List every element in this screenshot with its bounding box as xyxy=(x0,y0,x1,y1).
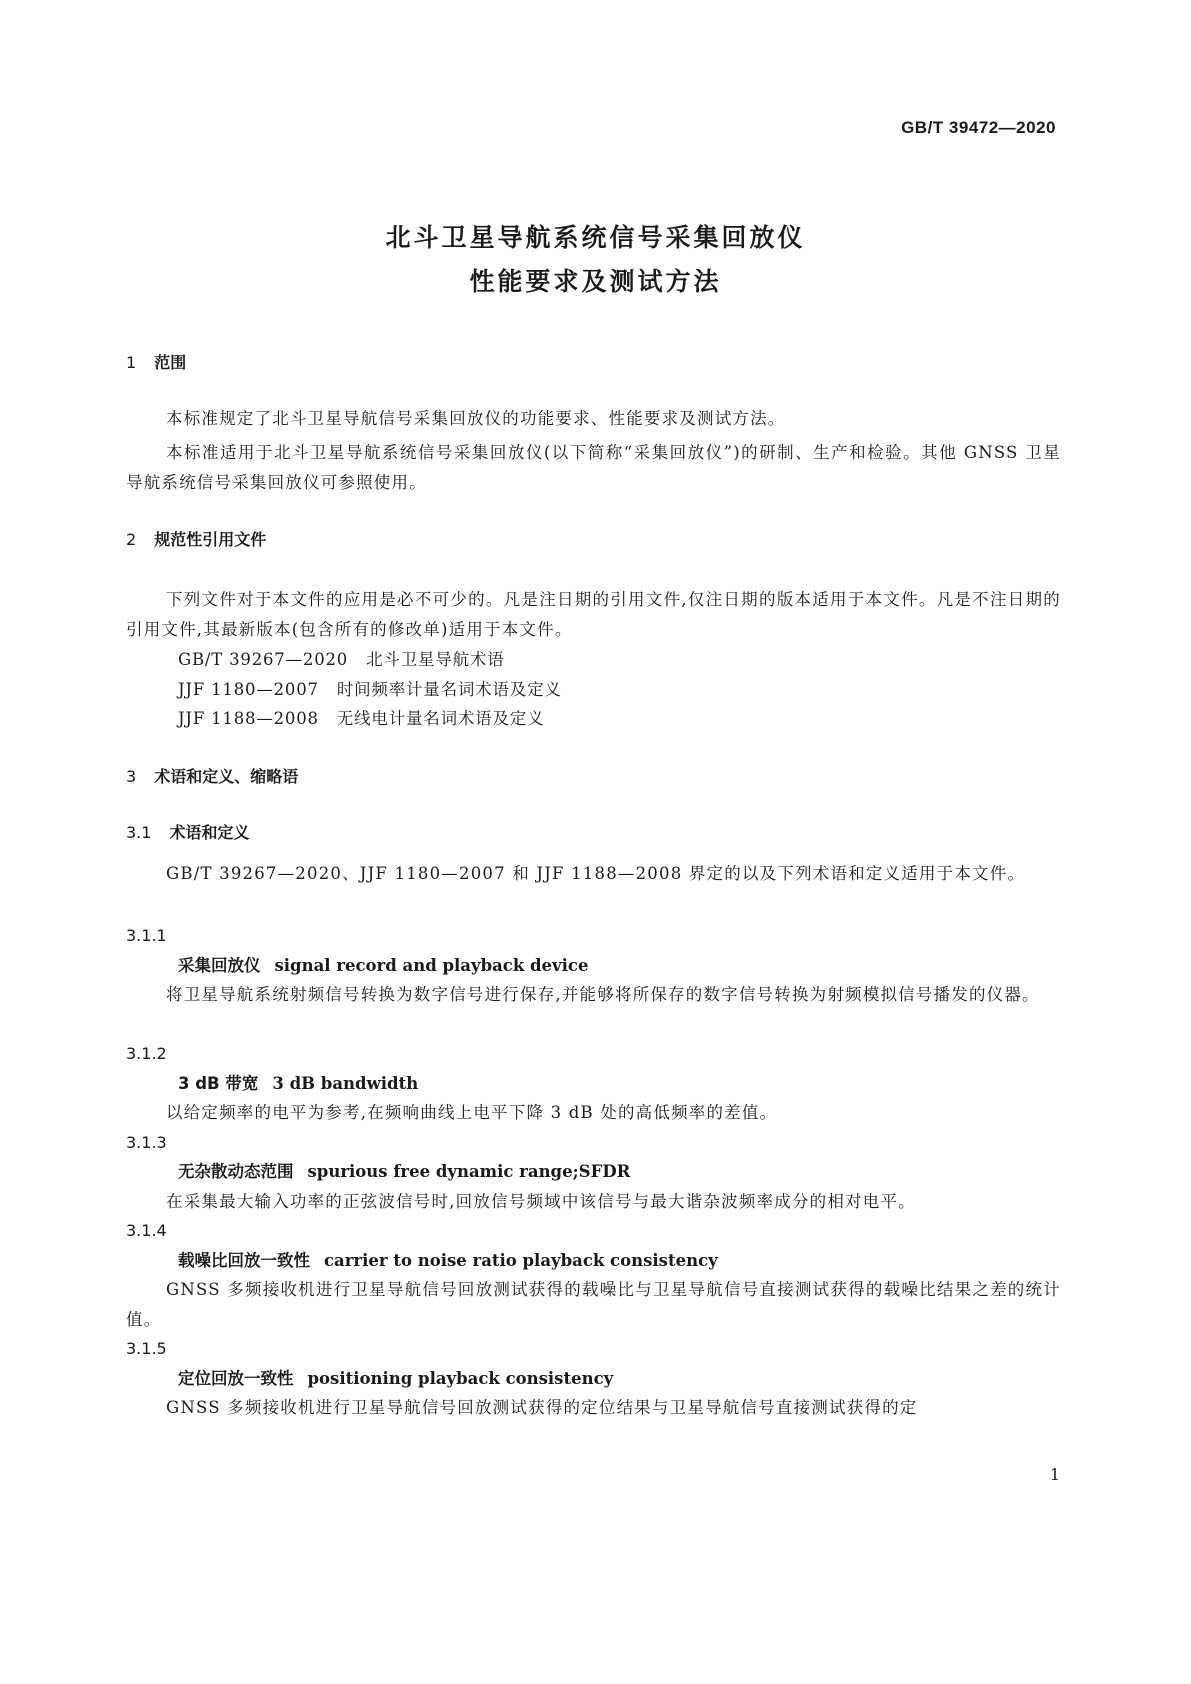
section-1-heading xyxy=(126,348,1061,378)
term-definition: 将卫星导航系统射频信号转换为数字信号进行保存,并能够将所保存的数字信号转换为射频模拟信号播发的仪器。 xyxy=(166,985,1040,1004)
term-title-en: positioning playback consistency xyxy=(307,1369,614,1388)
section-title: 规范性引用文件 xyxy=(154,530,267,549)
reference-code: JJF 1188—2008 xyxy=(178,709,319,728)
section-2-paragraph-1: 下列文件对于本文件的应用是必不可少的。凡是注日期的引用文件,仅注日期的版本适用于本文件。凡是不注日期的引用文件,其最新版本(包含所有的修改单)适用于本文件。 xyxy=(126,590,1061,639)
section-title: 范围 xyxy=(154,353,187,372)
subsection-number: 3.1 xyxy=(126,823,152,842)
standard-code: GB/T 39472—2020 xyxy=(901,118,1056,137)
section-2-heading xyxy=(126,525,1061,555)
page-number: 1 xyxy=(1049,1465,1060,1484)
reference-title: 时间频率计量名词术语及定义 xyxy=(336,680,562,699)
section-number: 2 xyxy=(126,530,137,549)
normative-reference xyxy=(126,675,1061,705)
term-title xyxy=(126,1069,1061,1099)
section-1-paragraph-1: 本标准规定了北斗卫星导航信号采集回放仪的功能要求、性能要求及测试方法。 xyxy=(166,409,786,428)
term-title-zh: 无杂散动态范围 xyxy=(178,1162,294,1181)
subsection-3-1-paragraph: GB/T 39267—2020、JJF 1180—2007 和 JJF 1188—2008 界定的以及下列术语和定义适用于本文件。 xyxy=(166,864,1026,883)
term-number: 3.1.5 xyxy=(126,1339,167,1358)
term-title-zh: 载噪比回放一致性 xyxy=(178,1251,310,1270)
subsection-title: 术语和定义 xyxy=(169,823,250,842)
section-number: 3 xyxy=(126,767,137,786)
term-definition: GNSS 多频接收机进行卫星导航信号回放测试获得的载噪比与卫星导航信号直接测试获得的载噪比结果之差的统计值。 xyxy=(126,1280,1061,1329)
term-number: 3.1.4 xyxy=(126,1221,167,1240)
section-1-paragraph-2: 本标准适用于北斗卫星导航系统信号采集回放仪(以下简称“采集回放仪”)的研制、生产和检验。其他 GNSS 卫星导航系统信号采集回放仪可参照使用。 xyxy=(126,443,1061,492)
term-number: 3.1.3 xyxy=(126,1133,167,1152)
term-title-zh: 采集回放仪 xyxy=(178,956,261,975)
normative-reference xyxy=(126,645,1061,675)
term-title-en: carrier to noise ratio playback consistency xyxy=(324,1251,718,1270)
term-title-en: spurious free dynamic range;SFDR xyxy=(307,1162,631,1181)
term-title-zh: 定位回放一致性 xyxy=(178,1369,294,1388)
section-3-heading xyxy=(126,762,1061,792)
term-title-zh: 3 dB 带宽 xyxy=(178,1074,259,1093)
reference-code: JJF 1180—2007 xyxy=(178,680,319,699)
normative-reference xyxy=(126,704,1061,734)
term-title xyxy=(126,1246,1061,1276)
term-definition: 在采集最大输入功率的正弦波信号时,回放信号频域中该信号与最大谐杂波频率成分的相对电平。 xyxy=(166,1192,916,1211)
term-definition: 以给定频率的电平为参考,在频响曲线上电平下降 3 dB 处的高低频率的差值。 xyxy=(166,1103,778,1122)
reference-code: GB/T 39267—2020 xyxy=(178,650,349,669)
document-title-line-2: 性能要求及测试方法 xyxy=(469,267,722,296)
document-title-line-1: 北斗卫星导航系统信号采集回放仪 xyxy=(385,223,806,252)
reference-title: 北斗卫星导航术语 xyxy=(366,650,505,669)
term-title xyxy=(126,1364,1061,1394)
reference-title: 无线电计量名词术语及定义 xyxy=(336,709,545,728)
term-number: 3.1.1 xyxy=(126,926,167,945)
term-number: 3.1.2 xyxy=(126,1044,167,1063)
term-definition: GNSS 多频接收机进行卫星导航信号回放测试获得的定位结果与卫星导航信号直接测试获得的定 xyxy=(166,1398,918,1417)
section-number: 1 xyxy=(126,353,137,372)
term-title xyxy=(126,1157,1061,1187)
term-title xyxy=(126,951,1061,981)
section-title: 术语和定义、缩略语 xyxy=(154,767,299,786)
term-title-en: 3 dB bandwidth xyxy=(272,1074,419,1093)
term-title-en: signal record and playback device xyxy=(274,956,589,975)
subsection-3-1-heading xyxy=(126,818,1061,848)
